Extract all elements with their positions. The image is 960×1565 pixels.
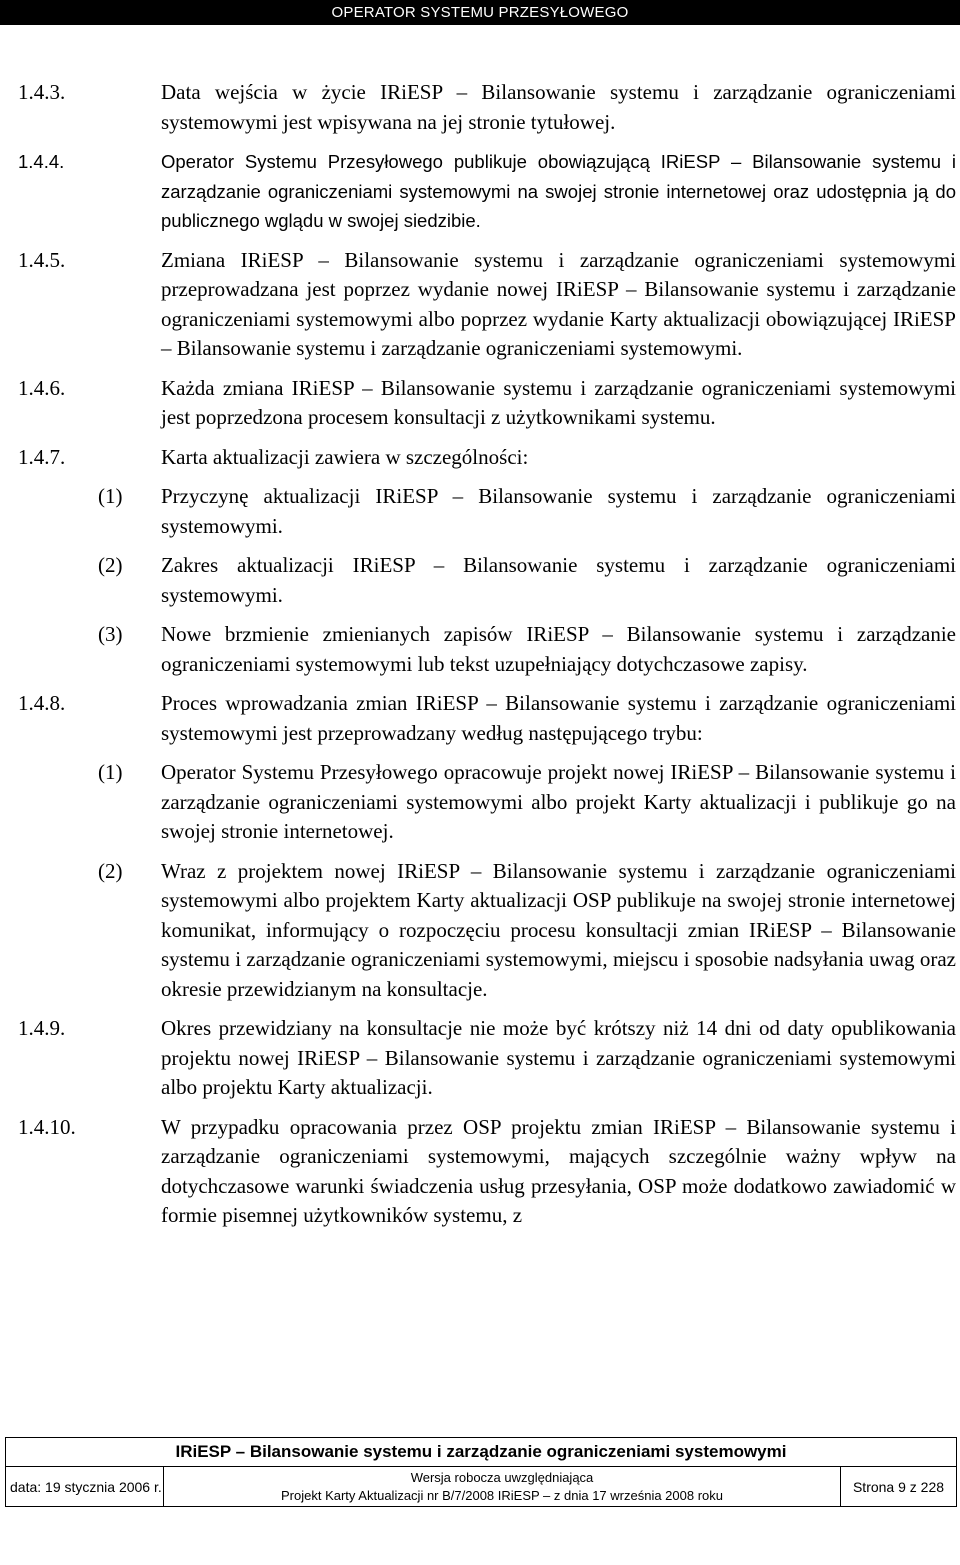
paragraph-number: 1.4.7. bbox=[18, 444, 66, 469]
paragraph-number: 1.4.8. bbox=[18, 691, 66, 715]
paragraph-1-4-4 bbox=[18, 147, 956, 236]
list-item-text: Przyczynę aktualizacji IRiESP – Bilansowanie systemu i zarządzanie ograniczeniami systemowymi. bbox=[161, 484, 956, 538]
list-item-number: (2) bbox=[98, 553, 123, 577]
paragraph-1-4-7 bbox=[18, 443, 956, 473]
list-item-number: (1) bbox=[98, 484, 123, 508]
paragraph-1-4-5 bbox=[18, 246, 956, 364]
paragraph-number: 1.4.4. bbox=[18, 151, 65, 172]
list-item-text: Wraz z projektem nowej IRiESP – Bilansowanie systemu i zarządzanie ograniczeniami systemowymi albo projektem Karty aktualizacji OSP publikuje na swojej stronie internetowej komunikat, informujący o rozpoczęciu procesu konsultacji zmian IRiESP – Bilansowanie systemu i zarządzanie ograniczeniami systemowymi, miejscu i sposobie nadsyłania uwag oraz okresie przewidzianym na konsultacje. bbox=[161, 858, 956, 1001]
paragraph-text: Okres przewidziany na konsultacje nie może być krótszy niż 14 dni od daty opublikowania projektu nowej IRiESP – Bilansowanie systemu i zarządzanie ograniczeniami systemowymi albo projektu Karty aktualizacji. bbox=[161, 1016, 956, 1099]
paragraph-text: Zmiana IRiESP – Bilansowanie systemu i zarządzanie ograniczeniami systemowymi przeprowadzana jest poprzez wydanie nowej IRiESP – Bilansowanie systemu i zarządzanie ograniczeniami systemowymi albo poprzez wydanie Karty aktualizacji obowiązującej IRiESP – Bilansowanie systemu i zarządzanie ograniczeniami systemowymi. bbox=[161, 247, 956, 360]
footer-title: IRiESP – Bilansowanie systemu i zarządzanie ograniczeniami systemowymi bbox=[6, 1438, 956, 1467]
list-item-text: Nowe brzmienie zmienianych zapisów IRiESP – Bilansowanie systemu i zarządzanie ograniczeniami systemowymi lub tekst uzupełniający dotychczasowe zapisy. bbox=[161, 622, 956, 676]
page-footer bbox=[5, 1437, 957, 1507]
paragraph-number: 1.4.6. bbox=[18, 375, 66, 400]
paragraph-text: Proces wprowadzania zmian IRiESP – Bilansowanie systemu i zarządzanie ograniczeniami systemowymi jest przeprowadzany według następującego trybu: bbox=[161, 691, 956, 745]
page-header: OPERATOR SYSTEMU PRZESYŁOWEGO bbox=[0, 0, 960, 25]
paragraph-number: 1.4.3. bbox=[18, 80, 66, 104]
paragraph-number: 1.4.5. bbox=[18, 247, 66, 272]
list-item bbox=[98, 857, 956, 1005]
footer-version bbox=[164, 1467, 840, 1507]
list-item-number: (3) bbox=[98, 622, 123, 646]
paragraph-text: Karta aktualizacji zawiera w szczególności: bbox=[161, 444, 529, 469]
list-item bbox=[98, 551, 956, 610]
footer-page-number: Strona 9 z 228 bbox=[840, 1467, 956, 1507]
paragraph-text: Operator Systemu Przesyłowego publikuje obowiązującą IRiESP – Bilansowanie systemu i zarządzanie ograniczeniami systemowymi na swojej stronie internetowej oraz udostępnia ją do publicznego wglądu w swojej siedzibie. bbox=[161, 151, 956, 231]
footer-version-line2: Projekt Karty Aktualizacji nr B/7/2008 IRiESP – z dnia 17 września 2008 roku bbox=[281, 1488, 723, 1503]
footer-date: data: 19 stycznia 2006 r. bbox=[6, 1467, 164, 1507]
paragraph-number: 1.4.10. bbox=[18, 1114, 76, 1139]
paragraph-1-4-8 bbox=[18, 689, 956, 748]
list-item bbox=[98, 482, 956, 541]
paragraph-1-4-3 bbox=[18, 78, 956, 137]
paragraph-1-4-6 bbox=[18, 374, 956, 433]
paragraph-1-4-9 bbox=[18, 1014, 956, 1103]
paragraph-text: Każda zmiana IRiESP – Bilansowanie systemu i zarządzanie ograniczeniami systemowymi jest poprzedzona procesem konsultacji z użytkownikami systemu. bbox=[161, 375, 956, 429]
footer-version-line1: Wersja robocza uwzględniająca bbox=[410, 1470, 594, 1485]
list-item-text: Zakres aktualizacji IRiESP – Bilansowanie systemu i zarządzanie ograniczeniami systemowymi. bbox=[161, 553, 956, 607]
paragraph-number: 1.4.9. bbox=[18, 1016, 66, 1040]
paragraph-text: Data wejścia w życie IRiESP – Bilansowanie systemu i zarządzanie ograniczeniami systemowymi jest wpisywana na jej stronie tytułowej. bbox=[161, 80, 956, 134]
paragraph-1-4-10 bbox=[18, 1113, 956, 1231]
list-item-number: (1) bbox=[98, 760, 123, 784]
footer-row bbox=[6, 1467, 956, 1507]
list-item-number: (2) bbox=[98, 858, 123, 883]
list-item bbox=[98, 620, 956, 679]
paragraph-text: W przypadku opracowania przez OSP projektu zmian IRiESP – Bilansowanie systemu i zarządzanie ograniczeniami systemowymi, mających szczególnie ważny wpływ na dotychczasowe warunki świadczenia usług przesyłania, OSP może dodatkowo zawiadomić w formie pisemnej użytkowników systemu, z bbox=[161, 1114, 956, 1227]
list-item-text: Operator Systemu Przesyłowego opracowuje projekt nowej IRiESP – Bilansowanie systemu i zarządzanie ograniczeniami systemowymi albo projekt Karty aktualizacji i publikuje go na swojej stronie internetowej. bbox=[161, 760, 956, 843]
document-body bbox=[18, 78, 956, 1241]
list-item bbox=[98, 758, 956, 847]
